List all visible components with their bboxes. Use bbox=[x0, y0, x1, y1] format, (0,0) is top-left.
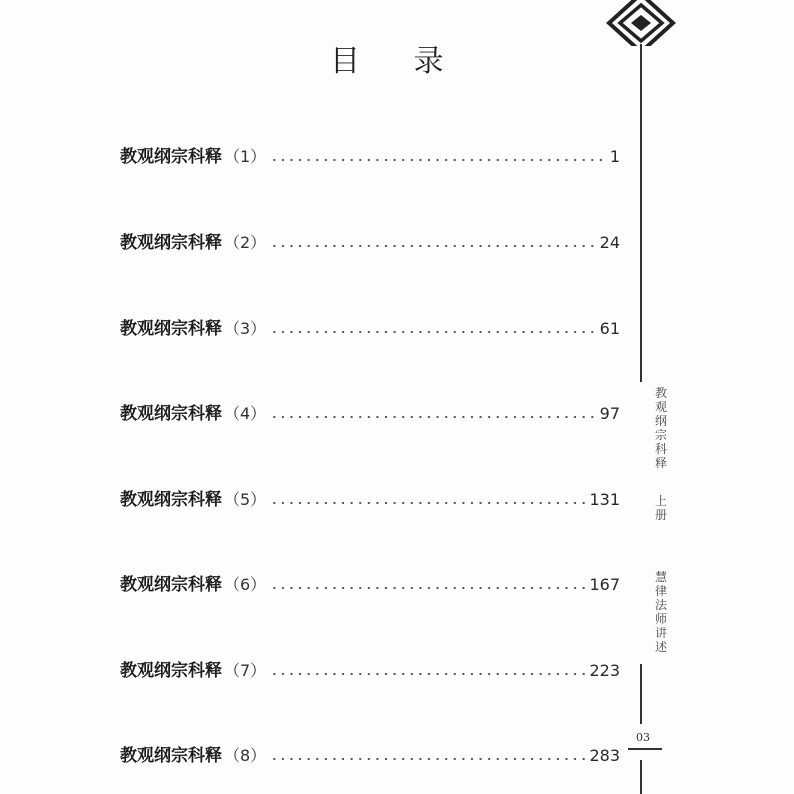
toc-entry-number: （2） bbox=[224, 233, 267, 252]
toc-entry-title: 教观纲宗科释 bbox=[120, 746, 222, 766]
dot-leader bbox=[270, 500, 587, 506]
toc-entry-title: 教观纲宗科释 bbox=[120, 490, 222, 510]
toc-entry-number: （5） bbox=[224, 490, 267, 509]
toc-entry[interactable] bbox=[120, 309, 620, 339]
toc-entry-title: 教观纲宗科释 bbox=[120, 319, 222, 339]
toc-entry-number: （4） bbox=[224, 404, 267, 423]
toc-entry[interactable] bbox=[120, 394, 620, 424]
page-title: 目 录 bbox=[330, 44, 466, 79]
dot-leader bbox=[270, 671, 587, 677]
toc-entry-number: （6） bbox=[224, 575, 267, 594]
nested-diamond-icon bbox=[605, 0, 677, 46]
dot-leader bbox=[270, 243, 597, 249]
folio-rule bbox=[628, 748, 662, 750]
toc-entry-page: 97 bbox=[599, 404, 620, 423]
dot-leader bbox=[270, 157, 608, 163]
toc-entry[interactable] bbox=[120, 565, 620, 595]
sidebar-author: 慧律法师讲述 bbox=[654, 570, 667, 654]
toc-entry-page: 223 bbox=[589, 661, 620, 680]
toc-entry[interactable] bbox=[120, 137, 620, 167]
dot-leader bbox=[270, 329, 597, 335]
toc-entry-page: 167 bbox=[589, 575, 620, 594]
side-rule-middle bbox=[640, 664, 642, 724]
toc-entry-number: （8） bbox=[224, 746, 267, 765]
toc-entry-number: （3） bbox=[224, 319, 267, 338]
toc-entry-page: 61 bbox=[599, 319, 620, 338]
toc-entry-title: 教观纲宗科释 bbox=[120, 661, 222, 681]
toc-entry-page: 283 bbox=[589, 746, 620, 765]
toc-entry-number: （1） bbox=[224, 147, 267, 166]
toc-entry[interactable] bbox=[120, 736, 620, 766]
toc-entry[interactable] bbox=[120, 223, 620, 253]
toc-entry[interactable] bbox=[120, 651, 620, 681]
toc-entry-number: （7） bbox=[224, 661, 267, 680]
sidebar-volume: 上册 bbox=[654, 494, 667, 522]
toc-entry-title: 教观纲宗科释 bbox=[120, 233, 222, 253]
dot-leader bbox=[270, 585, 587, 591]
toc-entry-title: 教观纲宗科释 bbox=[120, 575, 222, 595]
toc-entry-page: 24 bbox=[599, 233, 620, 252]
toc-entry-title: 教观纲宗科释 bbox=[120, 147, 222, 167]
dot-leader bbox=[270, 756, 587, 762]
folio-number: 03 bbox=[636, 731, 650, 744]
side-rule-bottom bbox=[640, 760, 642, 794]
side-rule-top bbox=[640, 44, 642, 382]
toc-entry-page: 1 bbox=[609, 147, 620, 166]
toc-entry-page: 131 bbox=[589, 490, 620, 509]
dot-leader bbox=[270, 414, 597, 420]
toc-entry-title: 教观纲宗科释 bbox=[120, 404, 222, 424]
sidebar-book-title: 教观纲宗科释 bbox=[654, 386, 667, 470]
toc-entry[interactable] bbox=[120, 480, 620, 510]
